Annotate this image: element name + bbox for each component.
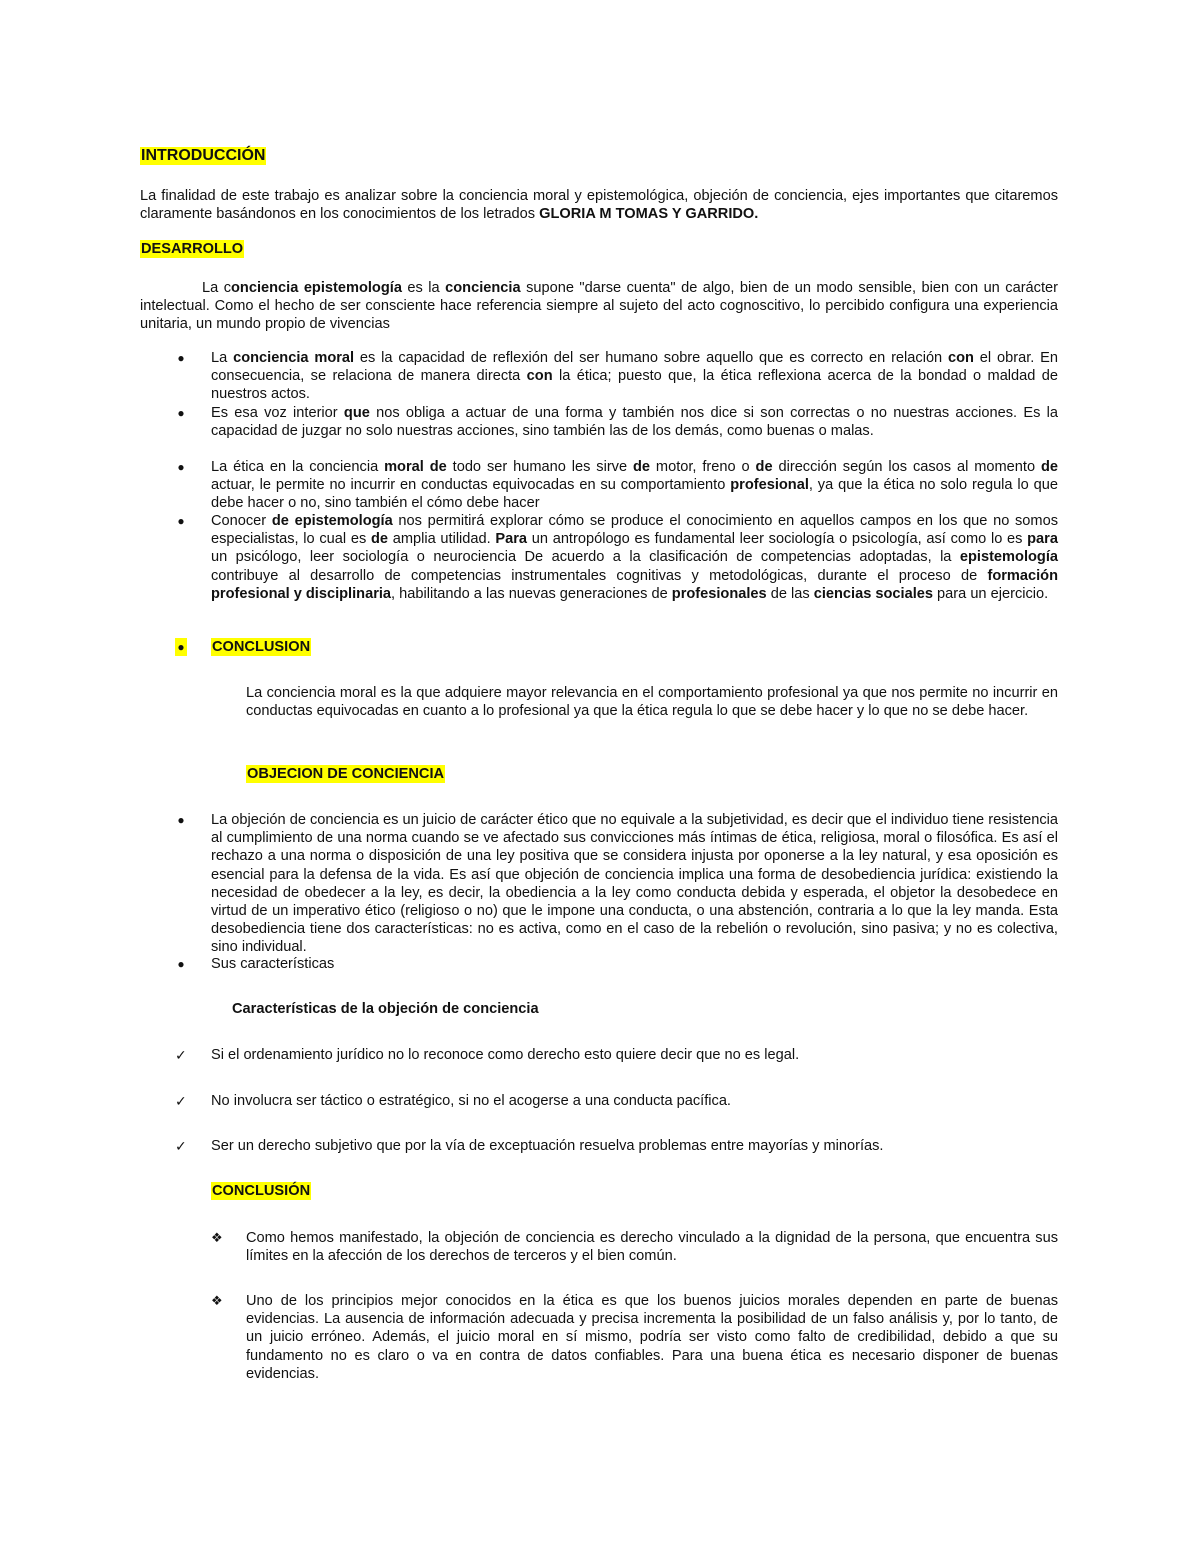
desarrollo-heading: DESARROLLO bbox=[141, 241, 244, 257]
conclusion2-item: Como hemos manifestado, la objeción de conciencia es derecho vinculado a la dignidad de la persona, que encuentra sus límites en la afección de los derechos de terceros y el bien común. bbox=[246, 1230, 1058, 1265]
conclusion-heading-item: ● CONCLUSION bbox=[140, 638, 1058, 656]
bullet-dot-icon: ● bbox=[177, 351, 185, 365]
desarrollo-paragraph: La conciencia epistemología es la conciencia supone "darse cuenta" de algo, bien de un modo sensible, bien con un carácter intelectual. Como el hecho de ser consciente hace referencia siempre al sujeto del acto cognoscitivo, lo percibido configura una experiencia unitaria, un mundo propio de vivencias bbox=[140, 280, 1058, 333]
check-mark-icon: ✓ bbox=[175, 1047, 187, 1063]
check-item: No involucra ser táctico o estratégico, si no el acogerse a una conducta pacífica. bbox=[211, 1093, 731, 1109]
bullet-dot-icon: ● bbox=[177, 957, 185, 971]
conclusion2-heading: CONCLUSIÓN bbox=[212, 1183, 311, 1199]
bullet-dot-icon: ● bbox=[177, 813, 185, 827]
conclusion2-item: Uno de los principios mejor conocidos en la ética es que los buenos juicios morales dependen en parte de buenas evidencias. La ausencia de información adecuada y precisa incrementa la posibilidad de un falso análisis y, por lo tanto, de un juicio erróneo. Además, el juicio moral en sí mismo, podría ser visto como falto de credibilidad, debido a que su fundamento no es claro o va en contra de datos confiables. Para una buena ética es necesario disponer de buenas evidencias. bbox=[246, 1293, 1058, 1382]
list-item: ● La objeción de conciencia es un juicio de carácter ético que no equivale a la subjetividad, es decir que el individuo tiene resistencia al cumplimiento de una norma cuando se ve afectado sus convicciones más íntimas de ética, religiosa, moral o filosófica. Es así el rechazo a una norma o disposición de una ley positiva que se considera injusta por oponerse a la ley natural, y esa oposición es esencial para la defensa de la vida. Es así que objeción de conciencia implica una forma de desobediencia jurídica: existiendo la necesidad de obedecer a la ley, es decir, la obediencia a la ley como conducta debida y esperada, el objetor la desobedece en virtud de un imperativo ético (religioso o no) que le impone una conducta, o una abstención, contraria a lo que la ley manda. Esta desobediencia tiene dos características: no es activa, como en el caso de la rebelión o revolución, sino pasiva; y no es colectiva, sino individual. bbox=[140, 811, 1058, 957]
bullet-dot-icon: ● bbox=[177, 460, 185, 474]
intro-authors: GLORIA M TOMAS Y GARRIDO. bbox=[539, 206, 759, 223]
list-item: ● Conocer de epistemología nos permitirá explorar cómo se produce el conocimiento en aquellos campos en los que no somos especialistas, lo cual es de amplia utilidad. Para un antropólogo es fundamental leer sociología o psicología, así como lo es para un psicólogo, leer sociología o neurociencia De acuerdo a la clasificación de competencias adoptadas, la epistemología contribuye al desarrollo de competencias instrumentales cognitivas y metodológicas, durante el proceso de formación profesional y disciplinaria, habilitando a las nuevas generaciones de profesionales de las ciencias sociales para un ejercicio. bbox=[140, 512, 1058, 603]
bullet-dot-icon: ● bbox=[175, 638, 187, 656]
check-mark-icon: ✓ bbox=[175, 1138, 187, 1154]
list-item: ● La ética en la conciencia moral de todo ser humano les sirve de motor, freno o de dirección según los casos al momento de actuar, le permite no incurrir en conductas equivocadas en su comportamiento profesional, ya que la ética no solo regula lo que debe hacer o no, sino también el cómo debe hacer bbox=[140, 458, 1058, 513]
conclusion-paragraph: La conciencia moral es la que adquiere mayor relevancia en el comportamiento profesional ya que nos permite no incurrir en conductas equivocadas en cuanto a lo profesional ya que la ética regula lo que se debe hacer y lo que no se debe hacer. bbox=[246, 685, 1058, 720]
list-item: ● La conciencia moral es la capacidad de reflexión del ser humano sobre aquello que es correcto en relación con el obrar. En consecuencia, se relaciona de manera directa con la ética; puesto que, la ética reflexiona acerca de la bondad o maldad de nuestros actos. bbox=[140, 349, 1058, 404]
diamond-bullet-icon: ❖ bbox=[211, 1230, 223, 1245]
bullet-dot-icon: ● bbox=[177, 514, 185, 528]
check-item: Ser un derecho subjetivo que por la vía de exceptuación resuelva problemas entre mayorías y minorías. bbox=[211, 1138, 884, 1154]
diamond-bullet-icon: ❖ bbox=[211, 1293, 223, 1308]
check-mark-icon: ✓ bbox=[175, 1093, 187, 1109]
check-item: Si el ordenamiento jurídico no lo reconoce como derecho esto quiere decir que no es legal. bbox=[211, 1047, 800, 1063]
intro-paragraph: La finalidad de este trabajo es analizar sobre la conciencia moral y epistemológica, objeción de conciencia, ejes importantes que citaremos claramente basándonos en los conocimientos de los letrados GLORIA M TOMAS Y GARRIDO. bbox=[140, 188, 1058, 223]
bullet-dot-icon: ● bbox=[177, 406, 185, 420]
intro-heading: INTRODUCCIÓN bbox=[141, 147, 266, 164]
objecion-heading: OBJECION DE CONCIENCIA bbox=[247, 766, 445, 782]
objecion-subheading: Características de la objeción de conciencia bbox=[232, 1001, 539, 1017]
list-item: ● Sus características bbox=[140, 955, 1058, 973]
list-item: ● Es esa voz interior que nos obliga a actuar de una forma y también nos dice si son correctas o no nuestras acciones. Es la capacidad de juzgar no solo nuestras acciones, sino también las de los demás, como buenas o malas. bbox=[140, 404, 1058, 440]
